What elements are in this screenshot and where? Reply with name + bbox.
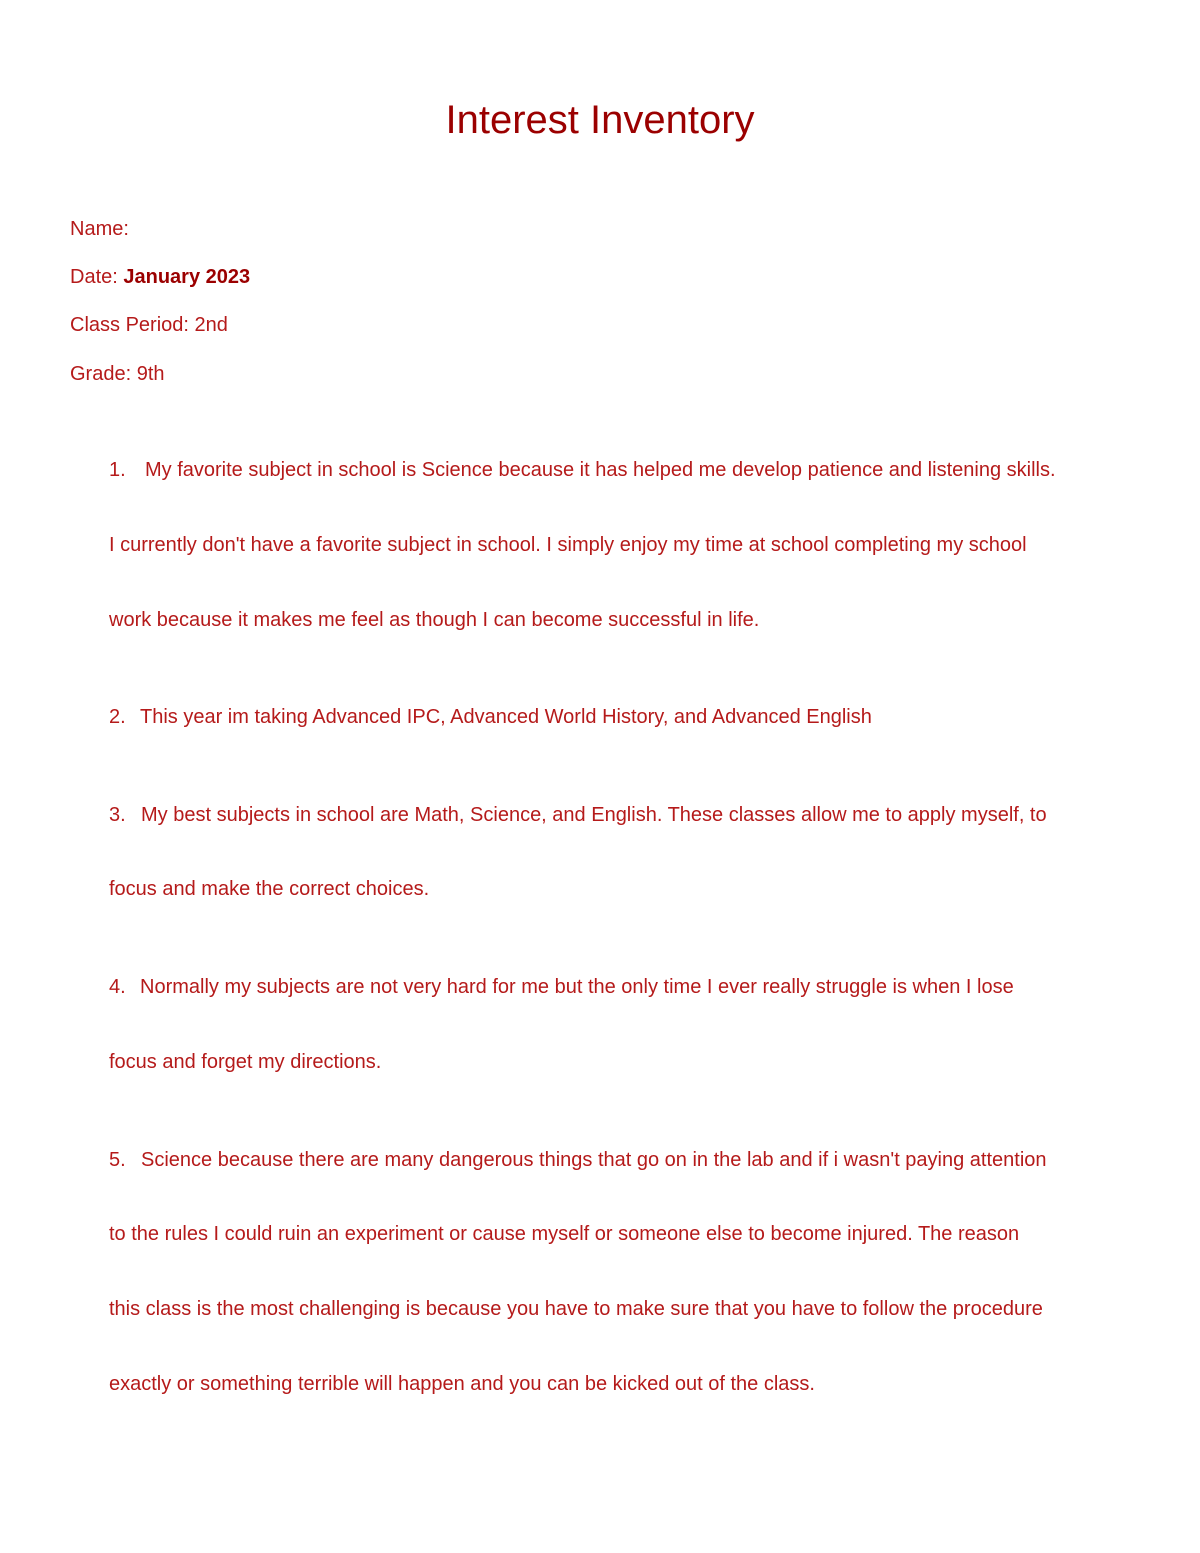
answer-5-text: Science because there are many dangerous things that go on in the lab and if i wasn't paying attention bbox=[141, 1149, 1047, 1171]
answer-3-line-1 bbox=[109, 802, 1047, 828]
grade-line bbox=[70, 361, 165, 387]
answer-1-line-2: I currently don't have a favorite subject in school. I simply enjoy my time at school completing my school bbox=[109, 534, 1027, 556]
name-label: Name: bbox=[70, 218, 129, 240]
answer-5-line-1 bbox=[109, 1147, 1047, 1173]
answer-4-line-2: focus and forget my directions. bbox=[109, 1051, 382, 1073]
answer-4-text: Normally my subjects are not very hard for me but the only time I ever really struggle is when I lose bbox=[140, 976, 1014, 998]
answer-1-number: 1. bbox=[109, 459, 126, 481]
answer-5-line-4: exactly or something terrible will happen and you can be kicked out of the class. bbox=[109, 1373, 815, 1395]
answer-3-text: My best subjects in school are Math, Science, and English. These classes allow me to apply myself, to bbox=[141, 804, 1047, 826]
date-label: Date: bbox=[70, 266, 118, 288]
grade-label: Grade: bbox=[70, 363, 132, 385]
class-period-line bbox=[70, 312, 228, 338]
date-line bbox=[70, 264, 250, 290]
answer-1-text: My favorite subject in school is Science because it has helped me develop patience and listening skills. bbox=[145, 459, 1056, 481]
answer-2-text: This year im taking Advanced IPC, Advanced World History, and Advanced English bbox=[140, 706, 872, 728]
answer-5-line-2: to the rules I could ruin an experiment or cause myself or someone else to become injured. The reason bbox=[109, 1223, 1020, 1245]
answer-5-line-3: this class is the most challenging is because you have to make sure that you have to follow the procedure bbox=[109, 1298, 1043, 1320]
answer-4-line-1 bbox=[109, 974, 1014, 1000]
answer-3-number: 3. bbox=[109, 804, 126, 826]
document-title: Interest Inventory bbox=[445, 98, 755, 142]
date-value: January 2023 bbox=[123, 266, 251, 288]
name-line bbox=[70, 216, 129, 242]
class-period-label: Class Period: bbox=[70, 314, 189, 336]
answer-4-number: 4. bbox=[109, 976, 126, 998]
answer-2-line-1 bbox=[109, 704, 872, 730]
answer-3-line-2: focus and make the correct choices. bbox=[109, 878, 430, 900]
class-period-value: 2nd bbox=[194, 314, 228, 336]
grade-value: 9th bbox=[136, 363, 165, 385]
answer-5-number: 5. bbox=[109, 1149, 126, 1171]
answer-1-line-1 bbox=[109, 457, 1056, 483]
answer-1-line-3: work because it makes me feel as though I can become successful in life. bbox=[109, 609, 760, 631]
answer-2-number: 2. bbox=[109, 706, 126, 728]
